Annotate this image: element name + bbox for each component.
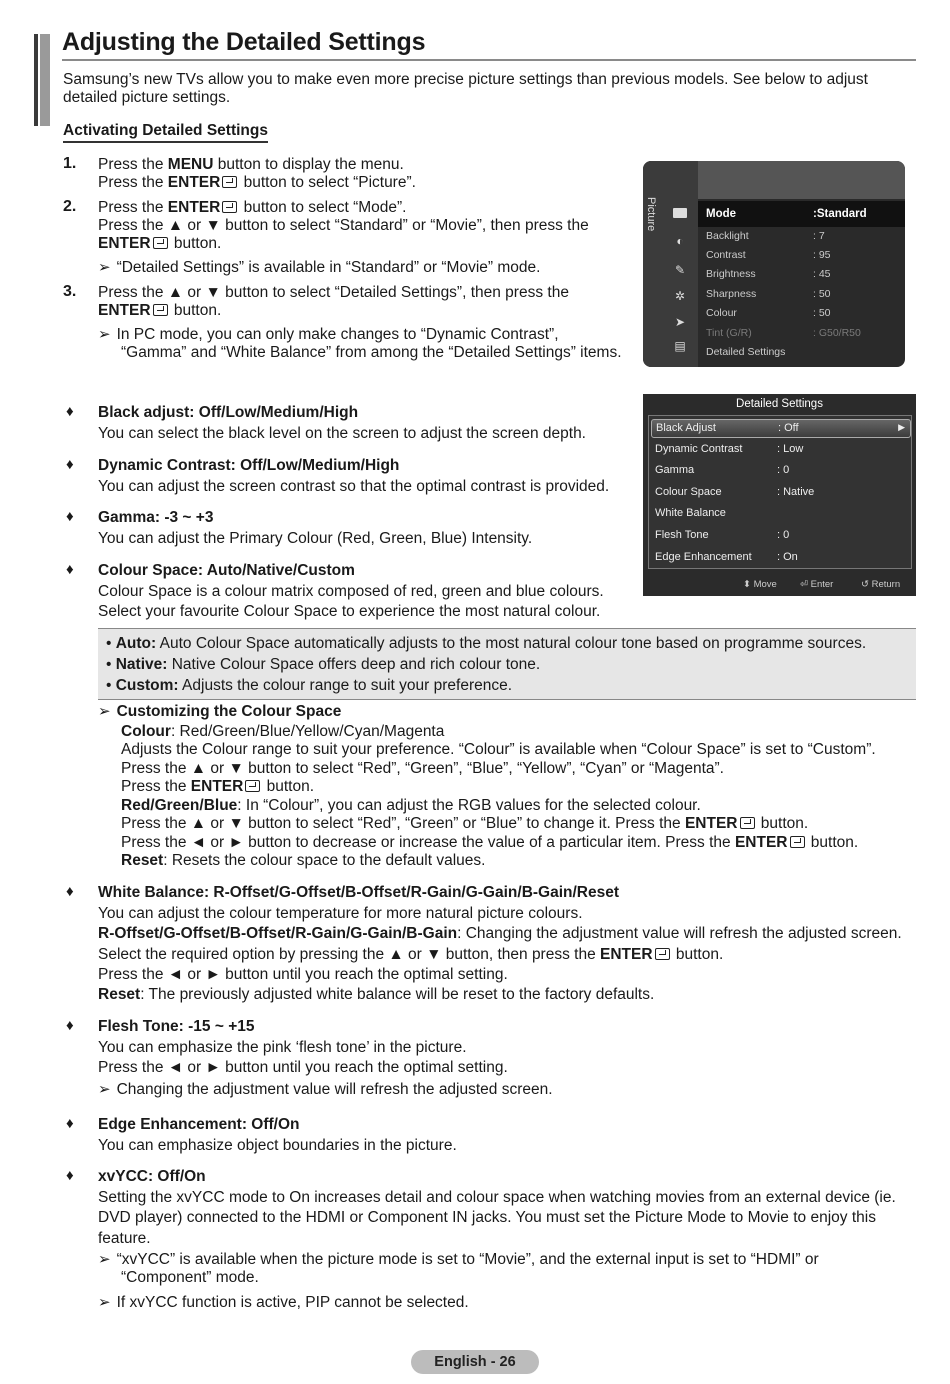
- dynamic-contrast-desc: You can adjust the screen contrast so that the optimal contrast is provided.: [98, 478, 610, 495]
- picture-icon: [673, 208, 687, 218]
- colour-space-heading: Colour Space: Auto/Native/Custom: [98, 562, 355, 579]
- enter-icon: [740, 817, 755, 829]
- white-balance-line-5: Reset: The previously adjusted white balance will be reset to the factory defaults.: [98, 986, 655, 1003]
- footer-enter: ⏎ Enter: [800, 579, 834, 590]
- note-arrow-icon: ➢: [98, 1251, 111, 1268]
- detailed-settings-header: Detailed Settings: [736, 398, 823, 410]
- step-3-line-1: Press the ▲ or ▼ button to select “Detailed Settings”, then press the: [98, 284, 569, 301]
- colour-space-options-box: [98, 628, 916, 700]
- flesh-tone-line-1: You can emphasize the pink ‘flesh tone’ in the picture.: [98, 1039, 467, 1056]
- return-icon: ↺: [861, 579, 869, 590]
- detailed-row: White Balance: [655, 507, 726, 519]
- note-arrow-icon: ➢: [98, 326, 111, 343]
- note-arrow-icon: ➢: [98, 703, 111, 720]
- sound-icon: ◐: [676, 234, 684, 248]
- enter-icon: [222, 201, 237, 213]
- channel-icon: ✎: [674, 263, 686, 277]
- gamma-desc: You can adjust the Primary Colour (Red, Green, Blue) Intensity.: [98, 530, 533, 547]
- flesh-tone-note: ➢ Changing the adjustment value will refresh the adjusted screen.: [98, 1081, 553, 1098]
- enter-icon: ⏎: [800, 579, 808, 590]
- step-1-line-1: Press the MENU button to display the menu.: [98, 156, 404, 173]
- bullet-diamond-icon: ♦: [66, 1167, 74, 1184]
- footer-move: ⬍ Move: [743, 579, 777, 590]
- step-2-number: 2.: [63, 198, 77, 215]
- flesh-tone-line-2: Press the ◄ or ► button until you reach the optimal setting.: [98, 1059, 508, 1076]
- detailed-row: Colour Space : Native: [655, 486, 815, 498]
- detailed-row: Flesh Tone : 0: [655, 529, 790, 541]
- detailed-settings-screen: [643, 394, 916, 596]
- bullet-diamond-icon: ♦: [66, 508, 74, 525]
- detailed-row: Edge Enhancement : On: [655, 551, 798, 563]
- custom-line-3: Press the ▲ or ▼ button to select “Red”, “Green”, “Blue”, “Yellow”, “Cyan” or “Magenta”.: [121, 760, 724, 777]
- note-arrow-icon: ➢: [98, 259, 111, 276]
- bullet-diamond-icon: ♦: [66, 561, 74, 578]
- white-balance-line-1: You can adjust the colour temperature for more natural picture colours.: [98, 905, 583, 922]
- menu-row: Contrast : 95: [706, 249, 831, 261]
- xvycc-line-1: Setting the xvYCC mode to On increases detail and colour space when watching movies from an external device (ie.: [98, 1189, 896, 1206]
- option-auto: • Auto: Auto Colour Space automatically adjusts to the most natural colour tone based on programme sources.: [106, 635, 867, 652]
- decorative-side-bar: [34, 34, 50, 126]
- black-adjust-desc: You can select the black level on the screen to adjust the screen depth.: [98, 425, 586, 442]
- picture-menu-label: Picture: [645, 197, 657, 232]
- footer-return: ↺ Return: [861, 579, 901, 590]
- option-native: • Native: Native Colour Space offers deep and rich colour tone.: [106, 656, 541, 673]
- note-arrow-icon: ➢: [98, 1081, 111, 1098]
- edge-enhancement-line-1: You can emphasize object boundaries in the picture.: [98, 1137, 457, 1154]
- setup-icon: ✲: [674, 289, 686, 303]
- menu-row: Detailed Settings: [706, 346, 786, 358]
- menu-row-mode: Mode :Standard: [698, 201, 905, 227]
- intro-paragraph: Samsung’s new TVs allow you to make even more precise picture settings than previous models. See below to adjust detailed picture settings.: [63, 71, 868, 106]
- enter-icon: [153, 304, 168, 316]
- gamma-heading: Gamma: -3 ~ +3: [98, 509, 214, 526]
- input-icon: ➤: [674, 315, 686, 329]
- custom-line-2: Adjusts the Colour range to suit your preference. “Colour” is available when “Colour Space” is set to “Custom”.: [121, 741, 876, 758]
- step-2-line-3: ENTER button.: [98, 235, 222, 252]
- bullet-diamond-icon: ♦: [66, 1115, 74, 1132]
- bullet-diamond-icon: ♦: [66, 883, 74, 900]
- enter-icon: [153, 237, 168, 249]
- step-1-line-2: Press the ENTER button to select “Picture”.: [98, 174, 416, 191]
- enter-icon: [222, 176, 237, 188]
- step-3-number: 3.: [63, 283, 77, 300]
- black-adjust-heading: Black adjust: Off/Low/Medium/High: [98, 404, 359, 421]
- white-balance-line-3: Select the required option by pressing the ▲ or ▼ button, then press the ENTER button.: [98, 946, 724, 963]
- section-subheading: Activating Detailed Settings: [63, 122, 268, 143]
- step-3-note-line-2: “Gamma” and “White Balance” from among the “Detailed Settings” items.: [121, 344, 622, 361]
- picture-menu-screen: [643, 161, 905, 367]
- custom-line-1: Colour: Red/Green/Blue/Yellow/Cyan/Magenta: [121, 723, 445, 740]
- custom-line-6: Press the ▲ or ▼ button to select “Red”, “Green” or “Blue” to change it. Press the ENTER button.: [121, 815, 809, 832]
- page-number-footer: English - 26: [411, 1350, 539, 1374]
- menu-icon-strip: [643, 161, 698, 367]
- page-title: Adjusting the Detailed Settings: [62, 28, 916, 61]
- detailed-row: Dynamic Contrast : Low: [655, 443, 804, 455]
- custom-line-5: Red/Green/Blue: In “Colour”, you can adjust the RGB values for the selected colour.: [121, 797, 701, 814]
- application-icon: ▤: [674, 339, 686, 353]
- xvycc-line-3: feature.: [98, 1230, 151, 1247]
- dynamic-contrast-heading: Dynamic Contrast: Off/Low/Medium/High: [98, 457, 400, 474]
- white-balance-line-2: R-Offset/G-Offset/B-Offset/R-Gain/G-Gain/B-Gain: Changing the adjustment value will refresh the adjusted screen.: [98, 925, 902, 942]
- option-custom: • Custom: Adjusts the colour range to suit your preference.: [106, 677, 513, 694]
- menu-top-band: [698, 161, 905, 199]
- step-1-number: 1.: [63, 155, 77, 172]
- enter-icon: [790, 836, 805, 848]
- xvycc-heading: xvYCC: Off/On: [98, 1168, 206, 1185]
- xvycc-note-2: ➢ If xvYCC function is active, PIP cannot be selected.: [98, 1294, 469, 1311]
- menu-row: Backlight : 7: [706, 230, 825, 242]
- menu-row: Colour : 50: [706, 307, 831, 319]
- white-balance-heading: White Balance: R-Offset/G-Offset/B-Offset/R-Gain/G-Gain/B-Gain/Reset: [98, 884, 620, 901]
- custom-line-8: Reset: Resets the colour space to the default values.: [121, 852, 486, 869]
- white-balance-line-4: Press the ◄ or ► button until you reach the optimal setting.: [98, 966, 508, 983]
- step-2-line-2: Press the ▲ or ▼ button to select “Standard” or “Movie”, then press the: [98, 217, 589, 234]
- bullet-diamond-icon: ♦: [66, 403, 74, 420]
- bullet-diamond-icon: ♦: [66, 456, 74, 473]
- edge-enhancement-heading: Edge Enhancement: Off/On: [98, 1116, 300, 1133]
- step-3-note-line-1: ➢ In PC mode, you can only make changes to “Dynamic Contrast”,: [98, 326, 559, 343]
- custom-line-7: Press the ◄ or ► button to decrease or increase the value of a particular item. Press the ENTER button.: [121, 834, 859, 851]
- detailed-row: Gamma : 0: [655, 464, 790, 476]
- menu-row: Sharpness : 50: [706, 288, 831, 300]
- note-arrow-icon: ➢: [98, 1294, 111, 1311]
- menu-row: Brightness : 45: [706, 268, 831, 280]
- step-2-note: ➢ “Detailed Settings” is available in “Standard” or “Movie” mode.: [98, 259, 541, 276]
- colour-space-desc-1: Colour Space is a colour matrix composed of red, green and blue colours.: [98, 583, 604, 600]
- move-icon: ⬍: [743, 579, 751, 590]
- colour-space-desc-2: Select your favourite Colour Space to experience the most natural colour.: [98, 603, 601, 620]
- xvycc-note-1a: ➢ “xvYCC” is available when the picture mode is set to “Movie”, and the external input is set to “HDMI” or: [98, 1251, 819, 1268]
- flesh-tone-heading: Flesh Tone: -15 ~ +15: [98, 1018, 255, 1035]
- custom-line-4: Press the ENTER button.: [121, 778, 315, 795]
- customizing-heading: ➢ Customizing the Colour Space: [98, 703, 342, 720]
- right-arrow-icon: ▶: [898, 422, 905, 432]
- xvycc-note-1b: “Component” mode.: [121, 1269, 259, 1286]
- bullet-diamond-icon: ♦: [66, 1017, 74, 1034]
- xvycc-line-2: DVD player) connected to the HDMI or Component IN jacks. You must set the Picture Mode to Movie to enjoy this: [98, 1209, 876, 1226]
- step-3-line-2: ENTER button.: [98, 302, 222, 319]
- step-2-line-1: Press the ENTER button to select “Mode”.: [98, 199, 407, 216]
- menu-row: Tint (G/R) : G50/R50: [706, 327, 861, 339]
- enter-icon: [245, 780, 260, 792]
- detailed-row-selected: Black Adjust : Off ▶: [651, 419, 911, 438]
- enter-icon: [655, 948, 670, 960]
